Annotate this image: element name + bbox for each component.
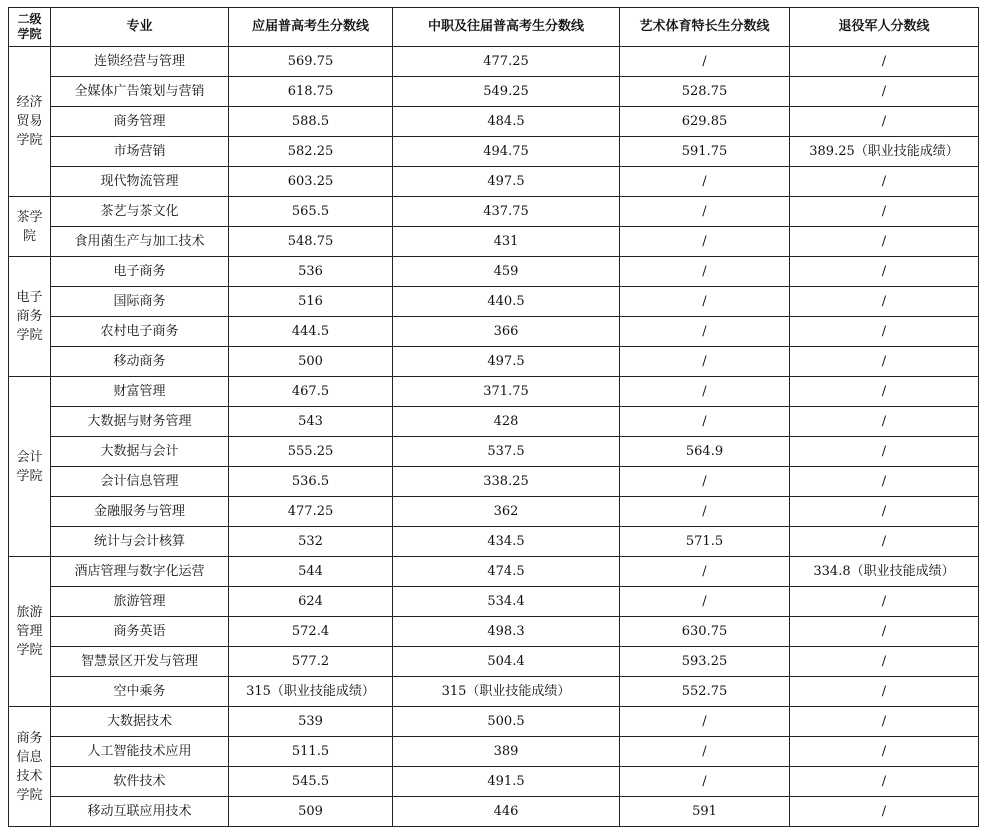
college-cell [9, 47, 51, 197]
vocational-cell: 459 [393, 257, 620, 287]
major-cell: 商务英语 [51, 617, 229, 647]
gaokao-cell: 509 [229, 797, 393, 827]
arts-cell: / [620, 467, 790, 497]
arts-cell: / [620, 407, 790, 437]
arts-cell: 564.9 [620, 437, 790, 467]
header-college-line: 二级 [17, 12, 42, 26]
vocational-cell: 534.4 [393, 587, 620, 617]
vocational-cell: 338.25 [393, 467, 620, 497]
table-row [9, 137, 979, 167]
gaokao-cell: 618.75 [229, 77, 393, 107]
gaokao-cell: 477.25 [229, 497, 393, 527]
gaokao-cell: 565.5 [229, 197, 393, 227]
arts-cell: 593.25 [620, 647, 790, 677]
veteran-cell: / [790, 467, 979, 497]
gaokao-cell: 588.5 [229, 107, 393, 137]
vocational-cell: 497.5 [393, 347, 620, 377]
college-name-line: 学院 [16, 328, 43, 343]
veteran-cell: / [790, 677, 979, 707]
table-row [9, 617, 979, 647]
veteran-cell: / [790, 527, 979, 557]
veteran-cell: / [790, 767, 979, 797]
gaokao-cell: 315（职业技能成绩） [229, 677, 393, 707]
arts-cell: / [620, 167, 790, 197]
vocational-cell: 484.5 [393, 107, 620, 137]
college-name-line: 管理 [16, 624, 43, 639]
major-cell: 茶艺与茶文化 [51, 197, 229, 227]
major-cell: 国际商务 [51, 287, 229, 317]
gaokao-cell: 444.5 [229, 317, 393, 347]
gaokao-cell: 511.5 [229, 737, 393, 767]
major-cell: 市场营销 [51, 137, 229, 167]
veteran-cell: / [790, 167, 979, 197]
veteran-cell: / [790, 737, 979, 767]
major-cell: 现代物流管理 [51, 167, 229, 197]
table-row [9, 167, 979, 197]
college-name-line: 会计 [16, 449, 43, 465]
arts-cell: / [620, 587, 790, 617]
veteran-cell: / [790, 377, 979, 407]
table-row [9, 767, 979, 797]
vocational-cell: 371.75 [393, 377, 620, 407]
table-row [9, 677, 979, 707]
college-cell [9, 257, 51, 377]
table-row [9, 347, 979, 377]
gaokao-cell: 624 [229, 587, 393, 617]
arts-cell: / [620, 557, 790, 587]
gaokao-cell: 544 [229, 557, 393, 587]
table-row [9, 377, 979, 407]
veteran-cell: / [790, 287, 979, 317]
table-row [9, 527, 979, 557]
arts-cell: / [620, 197, 790, 227]
table-row [9, 797, 979, 827]
table-row [9, 47, 979, 77]
arts-cell: 552.75 [620, 677, 790, 707]
gaokao-cell: 555.25 [229, 437, 393, 467]
gaokao-cell: 500 [229, 347, 393, 377]
major-cell: 财富管理 [51, 377, 229, 407]
arts-cell: / [620, 47, 790, 77]
gaokao-cell: 577.2 [229, 647, 393, 677]
header-vocational: 中职及往届普高考生分数线 [393, 8, 620, 47]
gaokao-cell: 467.5 [229, 377, 393, 407]
college-cell [9, 557, 51, 707]
arts-cell: / [620, 347, 790, 377]
header-gaokao: 应届普高考生分数线 [229, 8, 393, 47]
header-college [9, 8, 51, 47]
table-row [9, 707, 979, 737]
college-cell [9, 707, 51, 827]
veteran-cell: / [790, 77, 979, 107]
veteran-cell: / [790, 707, 979, 737]
college-name-line: 学院 [16, 468, 43, 484]
veteran-cell: / [790, 227, 979, 257]
table-row [9, 317, 979, 347]
gaokao-cell: 536.5 [229, 467, 393, 497]
major-cell: 大数据技术 [51, 707, 229, 737]
table-row [9, 557, 979, 587]
vocational-cell: 431 [393, 227, 620, 257]
major-cell: 大数据与财务管理 [51, 407, 229, 437]
major-cell: 空中乘务 [51, 677, 229, 707]
college-name-line: 商务 [16, 309, 43, 324]
arts-cell: / [620, 707, 790, 737]
arts-cell: / [620, 377, 790, 407]
veteran-cell: / [790, 347, 979, 377]
veteran-cell: / [790, 257, 979, 287]
gaokao-cell: 582.25 [229, 137, 393, 167]
college-name-line: 技术 [16, 768, 43, 784]
table-row [9, 467, 979, 497]
table-row [9, 227, 979, 257]
table-row [9, 437, 979, 467]
vocational-cell: 389 [393, 737, 620, 767]
gaokao-cell: 539 [229, 707, 393, 737]
veteran-cell: / [790, 437, 979, 467]
major-cell: 商务管理 [51, 107, 229, 137]
major-cell: 大数据与会计 [51, 437, 229, 467]
header-college-line: 学院 [17, 27, 42, 41]
college-name-line: 贸易 [16, 114, 43, 129]
veteran-cell: / [790, 107, 979, 137]
table-row [9, 737, 979, 767]
score-table-container [8, 7, 979, 827]
major-cell: 食用菌生产与加工技术 [51, 227, 229, 257]
table-row [9, 107, 979, 137]
vocational-cell: 500.5 [393, 707, 620, 737]
gaokao-cell: 603.25 [229, 167, 393, 197]
vocational-cell: 366 [393, 317, 620, 347]
table-row [9, 257, 979, 287]
arts-cell: 528.75 [620, 77, 790, 107]
veteran-cell: 334.8（职业技能成绩） [790, 557, 979, 587]
vocational-cell: 446 [393, 797, 620, 827]
major-cell: 软件技术 [51, 767, 229, 797]
table-row [9, 77, 979, 107]
veteran-cell: 389.25（职业技能成绩） [790, 137, 979, 167]
arts-cell: / [620, 767, 790, 797]
gaokao-cell: 569.75 [229, 47, 393, 77]
vocational-cell: 437.75 [393, 197, 620, 227]
college-cell [9, 377, 51, 557]
table-row [9, 647, 979, 677]
arts-cell: 591 [620, 797, 790, 827]
veteran-cell: / [790, 647, 979, 677]
college-name-line: 信息 [16, 749, 43, 765]
vocational-cell: 428 [393, 407, 620, 437]
veteran-cell: / [790, 407, 979, 437]
vocational-cell: 315（职业技能成绩） [393, 677, 620, 707]
veteran-cell: / [790, 587, 979, 617]
table-row [9, 287, 979, 317]
major-cell: 全媒体广告策划与营销 [51, 77, 229, 107]
college-name-line: 经济 [16, 95, 43, 110]
table-row [9, 197, 979, 227]
arts-cell: 629.85 [620, 107, 790, 137]
arts-cell: / [620, 317, 790, 347]
table-row [9, 407, 979, 437]
gaokao-cell: 545.5 [229, 767, 393, 797]
college-name-line: 院 [22, 228, 36, 244]
arts-cell: / [620, 227, 790, 257]
gaokao-cell: 536 [229, 257, 393, 287]
gaokao-cell: 516 [229, 287, 393, 317]
arts-cell: 591.75 [620, 137, 790, 167]
gaokao-cell: 548.75 [229, 227, 393, 257]
major-cell: 金融服务与管理 [51, 497, 229, 527]
veteran-cell: / [790, 497, 979, 527]
veteran-cell: / [790, 197, 979, 227]
arts-cell: / [620, 737, 790, 767]
major-cell: 电子商务 [51, 257, 229, 287]
table-row [9, 497, 979, 527]
score-table [8, 7, 979, 827]
college-name-line: 茶学 [16, 209, 43, 225]
veteran-cell: / [790, 47, 979, 77]
arts-cell: / [620, 257, 790, 287]
header-row [9, 8, 979, 47]
vocational-cell: 362 [393, 497, 620, 527]
table-row [9, 587, 979, 617]
vocational-cell: 494.75 [393, 137, 620, 167]
college-name-line: 商务 [16, 730, 43, 746]
major-cell: 移动商务 [51, 347, 229, 377]
vocational-cell: 477.25 [393, 47, 620, 77]
major-cell: 统计与会计核算 [51, 527, 229, 557]
major-cell: 旅游管理 [51, 587, 229, 617]
vocational-cell: 537.5 [393, 437, 620, 467]
arts-cell: / [620, 497, 790, 527]
major-cell: 智慧景区开发与管理 [51, 647, 229, 677]
table-body [9, 47, 979, 827]
veteran-cell: / [790, 797, 979, 827]
major-cell: 会计信息管理 [51, 467, 229, 497]
header-major: 专业 [51, 8, 229, 47]
major-cell: 酒店管理与数字化运营 [51, 557, 229, 587]
major-cell: 农村电子商务 [51, 317, 229, 347]
gaokao-cell: 572.4 [229, 617, 393, 647]
vocational-cell: 440.5 [393, 287, 620, 317]
arts-cell: / [620, 287, 790, 317]
veteran-cell: / [790, 317, 979, 347]
vocational-cell: 504.4 [393, 647, 620, 677]
college-name-line: 学院 [16, 643, 43, 658]
gaokao-cell: 532 [229, 527, 393, 557]
vocational-cell: 549.25 [393, 77, 620, 107]
arts-cell: 630.75 [620, 617, 790, 647]
vocational-cell: 434.5 [393, 527, 620, 557]
header-veteran: 退役军人分数线 [790, 8, 979, 47]
college-name-line: 电子 [16, 290, 43, 305]
major-cell: 移动互联应用技术 [51, 797, 229, 827]
vocational-cell: 497.5 [393, 167, 620, 197]
college-name-line: 学院 [16, 133, 43, 148]
college-name-line: 学院 [16, 787, 43, 803]
major-cell: 连锁经营与管理 [51, 47, 229, 77]
college-name-line: 旅游 [16, 605, 43, 620]
major-cell: 人工智能技术应用 [51, 737, 229, 767]
veteran-cell: / [790, 617, 979, 647]
vocational-cell: 491.5 [393, 767, 620, 797]
college-cell [9, 197, 51, 257]
header-arts: 艺术体育特长生分数线 [620, 8, 790, 47]
arts-cell: 571.5 [620, 527, 790, 557]
gaokao-cell: 543 [229, 407, 393, 437]
vocational-cell: 498.3 [393, 617, 620, 647]
vocational-cell: 474.5 [393, 557, 620, 587]
